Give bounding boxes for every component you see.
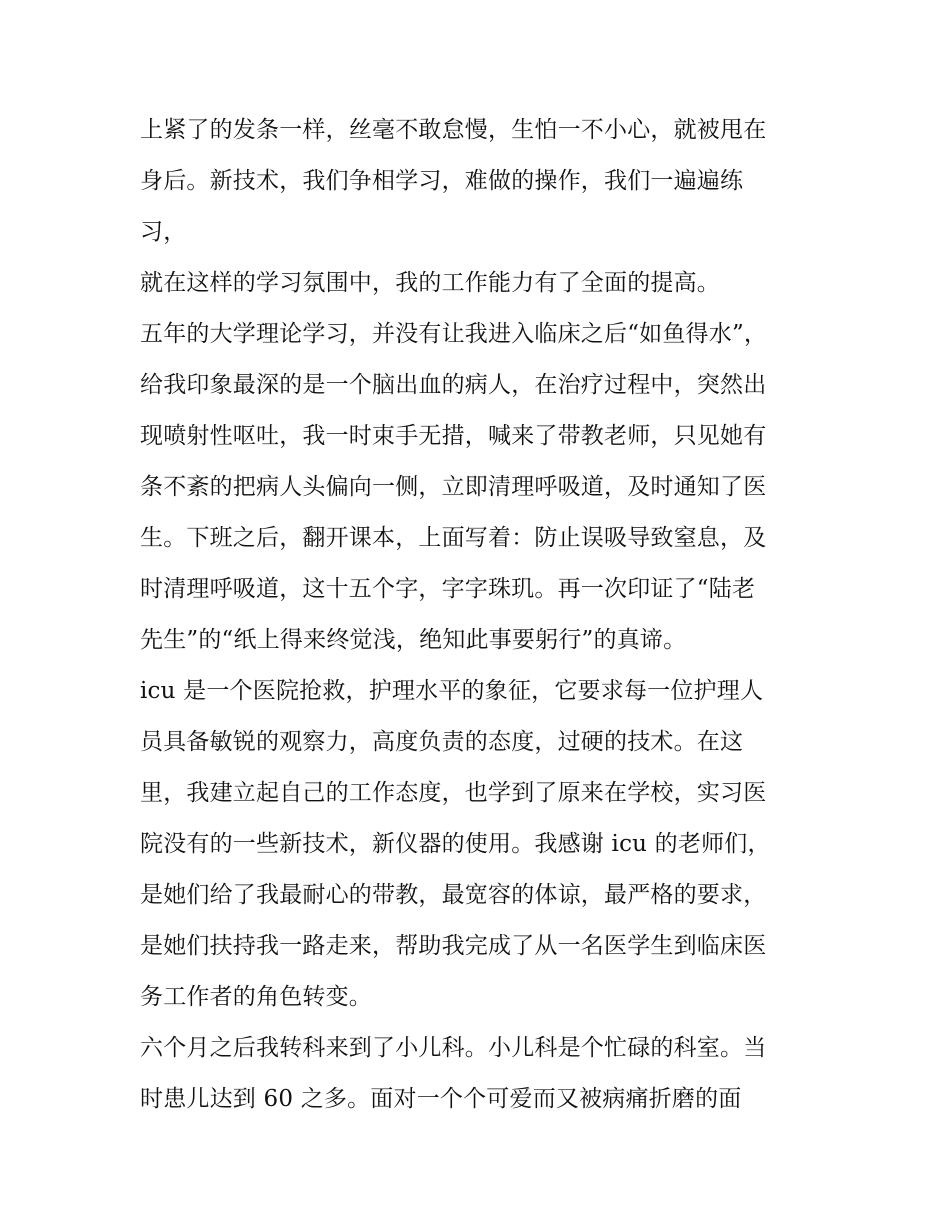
text-line: 务工作者的角色转变。 xyxy=(140,984,372,1010)
text-line: 五年的大学理论学习，并没有让我进入临床之后“如鱼得水”， xyxy=(140,321,768,347)
text-line: 现喷射性呕吐，我一时束手无措，喊来了带教老师，只见她有 xyxy=(140,423,767,449)
text-line: 时清理呼吸道，这十五个字，字字珠玑。再一次印证了“陆老 xyxy=(140,576,756,602)
text-line: 六个月之后我转科来到了小儿科。小儿科是个忙碌的科室。当 xyxy=(140,1035,767,1061)
document-body xyxy=(140,105,830,1125)
text-line: 身后。新技术，我们争相学习，难做的操作，我们一遍遍练 xyxy=(140,168,744,194)
text-line: 是她们扶持我一路走来，帮助我完成了从一名医学生到临床医 xyxy=(140,933,767,959)
text-line: 条不紊的把病人头偏向一侧，立即清理呼吸道，及时通知了医 xyxy=(140,474,767,500)
text-line: 是她们给了我最耐心的带教，最宽容的体谅，最严格的要求， xyxy=(140,882,767,908)
text-line: icu 是一个医院抢救，护理水平的象征，它要求每一位护理人 xyxy=(140,678,764,704)
text-line: 员具备敏锐的观察力，高度负责的态度，过硬的技术。在这 xyxy=(140,729,744,755)
text-line: 上紧了的发条一样，丝毫不敢怠慢，生怕一不小心，就被甩在 xyxy=(140,117,767,143)
text-line: 给我印象最深的是一个脑出血的病人，在治疗过程中，突然出 xyxy=(140,372,767,398)
text-line: 习， xyxy=(140,219,187,245)
text-line: 生。下班之后，翻开课本，上面写着：防止误吸导致窒息，及 xyxy=(140,525,767,551)
text-line: 时患儿达到 60 之多。面对一个个可爱而又被病痛折磨的面 xyxy=(140,1086,742,1112)
text-line: 院没有的一些新技术，新仪器的使用。我感谢 icu 的老师们， xyxy=(140,831,771,857)
text-line: 就在这样的学习氛围中，我的工作能力有了全面的提高。 xyxy=(140,270,720,296)
text-line: 先生”的“纸上得来终觉浅，绝知此事要躬行”的真谛。 xyxy=(140,627,687,653)
text-line: 里，我建立起自己的工作态度，也学到了原来在学校，实习医 xyxy=(140,780,767,806)
